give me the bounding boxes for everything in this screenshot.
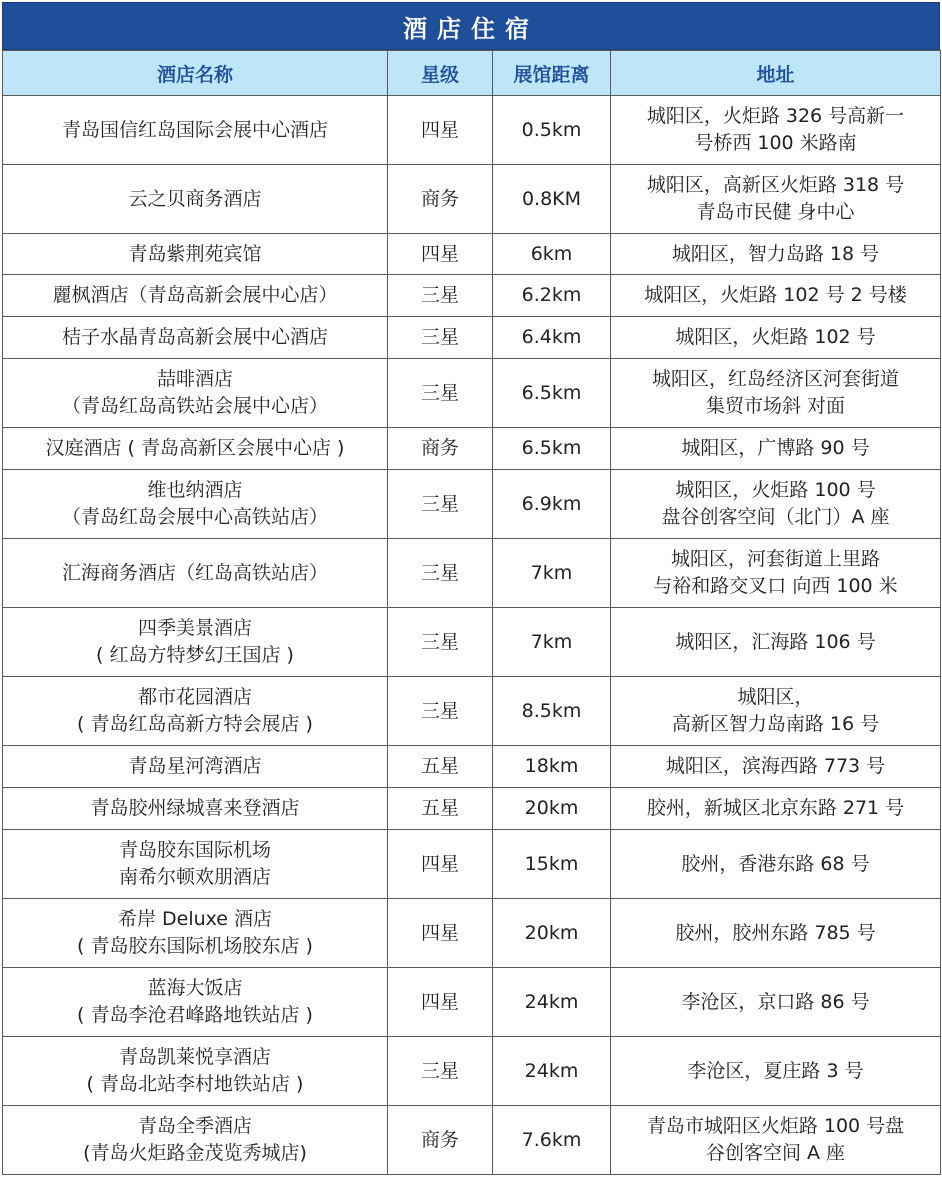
table-row <box>3 746 941 788</box>
address-cell-line: 号桥西 100 米路南 <box>694 132 857 154</box>
address-cell <box>611 96 941 165</box>
hotel-name-cell-line: 南希尔顿欢朋酒店 <box>118 866 271 888</box>
distance-cell: 7km <box>493 539 611 608</box>
distance-cell: 24km <box>493 1037 611 1106</box>
address-cell <box>611 539 941 608</box>
address-cell-line: 城阳区， <box>737 686 814 708</box>
hotel-name-cell <box>3 234 388 275</box>
address-cell-line: 谷创客空间 A 座 <box>705 1142 846 1164</box>
hotel-name-cell-line: 青岛国信红岛国际会展中心酒店 <box>61 118 328 141</box>
star-rating-cell: 四星 <box>388 96 493 165</box>
star-rating-cell: 商务 <box>388 1106 493 1175</box>
header-distance: 展馆距离 <box>493 51 611 96</box>
star-rating-cell: 四星 <box>388 968 493 1037</box>
distance-cell: 0.5km <box>493 96 611 165</box>
distance-cell: 6km <box>493 234 611 275</box>
address-cell <box>611 317 941 359</box>
hotel-name-cell-line: 维也纳酒店 <box>147 479 243 501</box>
address-cell-line: 青岛市城阳区火炬路 100 号盘 <box>646 1115 905 1137</box>
hotel-name-cell-line: (青岛火炬路金茂览秀城店) <box>83 1142 307 1164</box>
hotel-name-cell-line: ( 青岛红岛高新方特会展店 ) <box>77 713 313 735</box>
distance-cell: 15km <box>493 830 611 899</box>
star-rating-cell: 三星 <box>388 470 493 539</box>
hotel-name-cell-line: 汇海商务酒店（红岛高铁站店） <box>61 561 328 584</box>
hotel-name-cell <box>3 96 388 165</box>
hotel-name-cell-line: 都市花园酒店 <box>137 686 252 708</box>
table-row <box>3 96 941 165</box>
hotel-name-cell <box>3 1037 388 1106</box>
table-row <box>3 899 941 968</box>
star-rating-cell: 五星 <box>388 788 493 830</box>
hotel-name-cell <box>3 677 388 746</box>
hotel-name-cell-line: 青岛星河湾酒店 <box>128 755 262 777</box>
address-cell <box>611 428 941 470</box>
distance-cell: 6.4km <box>493 317 611 359</box>
address-cell <box>611 234 941 275</box>
hotel-name-cell <box>3 788 388 830</box>
table-row <box>3 608 941 677</box>
hotel-name-cell <box>3 470 388 539</box>
hotel-name-cell-line: （青岛红岛高铁站会展中心店） <box>61 395 328 417</box>
hotel-name-cell <box>3 746 388 788</box>
header-hotel-name: 酒店名称 <box>3 51 388 96</box>
hotel-name-cell-line: 青岛胶州绿城喜来登酒店 <box>90 797 300 819</box>
table-row <box>3 968 941 1037</box>
distance-cell: 18km <box>493 746 611 788</box>
hotel-name-cell <box>3 968 388 1037</box>
header-row <box>3 51 941 96</box>
star-rating-cell: 商务 <box>388 428 493 470</box>
address-cell <box>611 470 941 539</box>
address-cell-line: 与裕和路交叉口 向西 100 米 <box>653 575 898 597</box>
address-cell-line: 城阳区，广博路 90 号 <box>681 437 870 459</box>
star-rating-cell: 四星 <box>388 830 493 899</box>
hotel-name-cell <box>3 1106 388 1175</box>
table-title: 酒店住宿 <box>2 2 940 50</box>
hotel-name-cell-line: 四季美景酒店 <box>137 617 252 639</box>
star-rating-cell: 三星 <box>388 1037 493 1106</box>
distance-cell: 20km <box>493 788 611 830</box>
hotel-table <box>2 50 941 1175</box>
star-rating-cell: 四星 <box>388 234 493 275</box>
hotel-name-cell-line: 青岛紫荆苑宾馆 <box>128 242 262 265</box>
address-cell <box>611 830 941 899</box>
hotel-name-cell-line: ( 青岛胶东国际机场胶东店 ) <box>77 935 313 957</box>
address-cell-line: 胶州，胶州东路 785 号 <box>675 921 876 944</box>
table-row <box>3 539 941 608</box>
hotel-name-cell-line: 桔子水晶青岛高新会展中心酒店 <box>61 326 328 348</box>
address-cell-line: 城阳区，滨海西路 773 号 <box>665 755 886 777</box>
hotel-name-cell-line: 青岛全季酒店 <box>137 1115 252 1137</box>
table-row <box>3 788 941 830</box>
hotel-name-cell-line: 喆啡酒店 <box>156 368 233 390</box>
hotel-name-cell-line: 麗枫酒店（青岛高新会展中心店） <box>52 284 338 306</box>
address-cell-line: 城阳区，火炬路 102 号 <box>675 326 876 348</box>
address-cell-line: 集贸市场斜 对面 <box>705 395 846 417</box>
address-cell-line: 城阳区，火炬路 326 号高新一 <box>646 105 905 127</box>
table-row <box>3 1106 941 1175</box>
star-rating-cell: 三星 <box>388 317 493 359</box>
table-row <box>3 234 941 275</box>
table-row <box>3 677 941 746</box>
address-cell-line: 胶州，香港东路 68 号 <box>681 852 870 875</box>
distance-cell: 20km <box>493 899 611 968</box>
star-rating-cell: 五星 <box>388 746 493 788</box>
address-cell-line: 盘谷创客空间（北门）A 座 <box>661 506 890 528</box>
hotel-name-cell-line: 希岸 Deluxe 酒店 <box>117 908 273 930</box>
table-row <box>3 165 941 234</box>
hotel-name-cell <box>3 165 388 234</box>
hotel-name-cell <box>3 539 388 608</box>
distance-cell: 7.6km <box>493 1106 611 1175</box>
address-cell <box>611 746 941 788</box>
hotel-name-cell <box>3 428 388 470</box>
table-row <box>3 317 941 359</box>
hotel-name-cell <box>3 608 388 677</box>
address-cell <box>611 1037 941 1106</box>
hotel-name-cell-line: 汉庭酒店 ( 青岛高新区会展中心店 ) <box>45 437 345 459</box>
distance-cell: 6.9km <box>493 470 611 539</box>
address-cell-line: 城阳区，智力岛路 18 号 <box>671 242 880 265</box>
header-address: 地址 <box>611 51 941 96</box>
address-cell-line: 高新区智力岛南路 16 号 <box>671 713 880 735</box>
hotel-name-cell-line: ( 青岛北站李村地铁站店 ) <box>86 1073 304 1095</box>
distance-cell: 24km <box>493 968 611 1037</box>
address-cell-line: 城阳区，汇海路 106 号 <box>675 630 876 653</box>
address-cell <box>611 165 941 234</box>
hotel-name-cell-line: 云之贝商务酒店 <box>128 187 262 210</box>
hotel-name-cell <box>3 359 388 428</box>
hotel-name-cell <box>3 830 388 899</box>
table-row <box>3 1037 941 1106</box>
address-cell-line: 青岛市民健 身中心 <box>696 201 855 223</box>
table-body <box>3 96 941 1175</box>
hotel-name-cell <box>3 275 388 317</box>
address-cell <box>611 788 941 830</box>
address-cell-line: 城阳区，高新区火炬路 318 号 <box>646 174 905 196</box>
header-star: 星级 <box>388 51 493 96</box>
star-rating-cell: 三星 <box>388 359 493 428</box>
distance-cell: 7km <box>493 608 611 677</box>
address-cell-line: 城阳区，火炬路 100 号 <box>675 479 876 501</box>
star-rating-cell: 三星 <box>388 539 493 608</box>
hotel-name-cell-line: ( 红岛方特梦幻王国店 ) <box>96 644 294 666</box>
table-row <box>3 428 941 470</box>
table-row <box>3 470 941 539</box>
address-cell <box>611 899 941 968</box>
address-cell <box>611 275 941 317</box>
star-rating-cell: 商务 <box>388 165 493 234</box>
hotel-name-cell-line: 蓝海大饭店 <box>147 977 243 999</box>
hotel-name-cell-line: （青岛红岛会展中心高铁站店） <box>61 506 328 528</box>
hotel-name-cell <box>3 899 388 968</box>
address-cell-line: 李沧区，京口路 86 号 <box>681 990 870 1013</box>
table-row <box>3 275 941 317</box>
star-rating-cell: 三星 <box>388 275 493 317</box>
hotel-name-cell <box>3 317 388 359</box>
table-row <box>3 359 941 428</box>
address-cell-line: 城阳区，红岛经济区河套街道 <box>651 368 899 390</box>
distance-cell: 0.8KM <box>493 165 611 234</box>
hotel-name-cell-line: 青岛胶东国际机场 <box>118 839 271 861</box>
address-cell <box>611 608 941 677</box>
address-cell <box>611 1106 941 1175</box>
star-rating-cell: 三星 <box>388 608 493 677</box>
address-cell-line: 李沧区，夏庄路 3 号 <box>687 1059 864 1082</box>
star-rating-cell: 三星 <box>388 677 493 746</box>
address-cell-line: 胶州，新城区北京东路 271 号 <box>646 797 905 819</box>
hotel-name-cell-line: ( 青岛李沧君峰路地铁站店 ) <box>77 1004 313 1026</box>
hotel-table-sheet <box>2 2 940 1175</box>
distance-cell: 6.5km <box>493 359 611 428</box>
table-row <box>3 830 941 899</box>
address-cell <box>611 968 941 1037</box>
hotel-name-cell-line: 青岛凯莱悦享酒店 <box>118 1046 271 1068</box>
address-cell <box>611 359 941 428</box>
address-cell <box>611 677 941 746</box>
address-cell-line: 城阳区，火炬路 102 号 2 号楼 <box>644 284 907 306</box>
distance-cell: 6.5km <box>493 428 611 470</box>
address-cell-line: 城阳区，河套街道上里路 <box>670 548 880 570</box>
star-rating-cell: 四星 <box>388 899 493 968</box>
distance-cell: 6.2km <box>493 275 611 317</box>
distance-cell: 8.5km <box>493 677 611 746</box>
